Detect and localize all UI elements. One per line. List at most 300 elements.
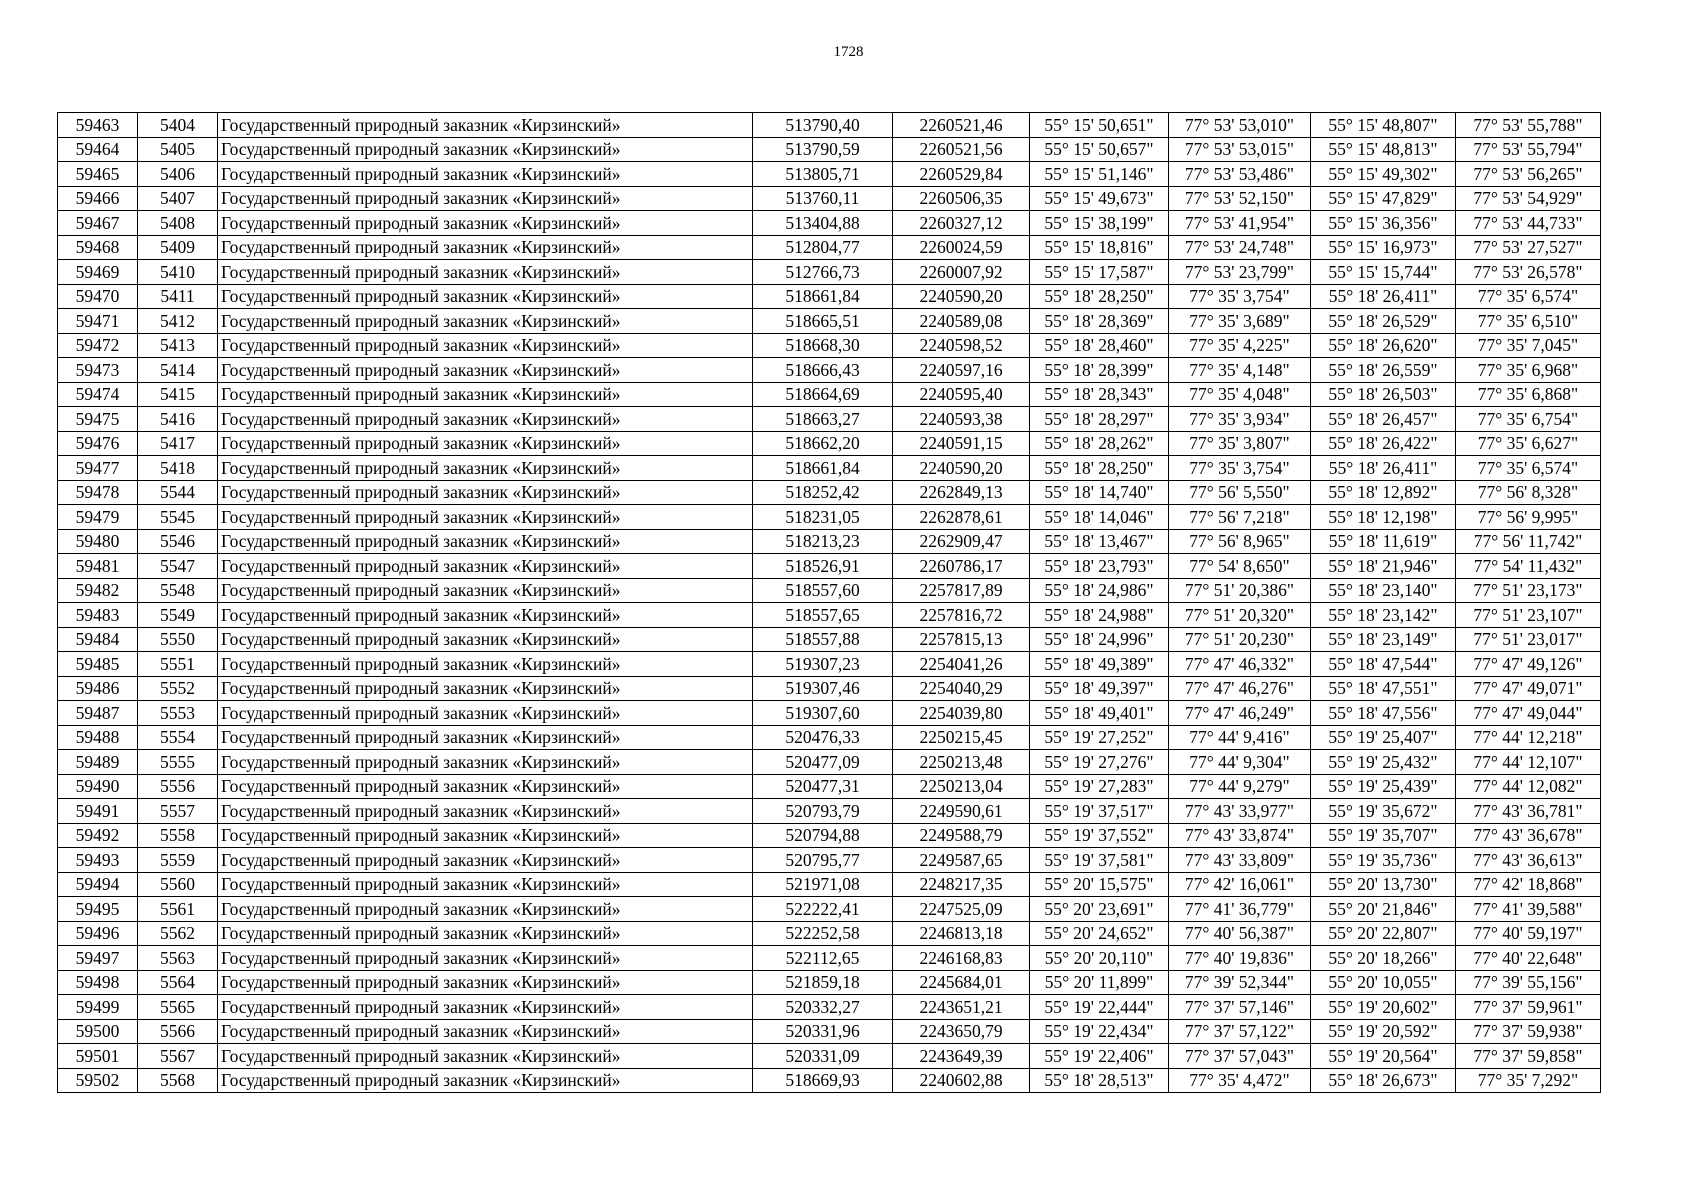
cell-coord-y: 2240595,40: [893, 382, 1030, 407]
table-row: [58, 774, 1601, 799]
cell-longitude-1: 77° 53' 24,748": [1169, 235, 1311, 260]
cell-longitude-2: 77° 35' 6,754": [1456, 407, 1601, 432]
cell-longitude-1: 77° 53' 53,010": [1169, 113, 1311, 138]
cell-point-number: 5548: [138, 578, 218, 603]
cell-point-number: 5554: [138, 725, 218, 750]
cell-point-number: 5406: [138, 162, 218, 187]
cell-latitude-2: 55° 15' 15,744": [1311, 260, 1456, 285]
cell-point-number: 5413: [138, 333, 218, 358]
cell-coord-y: 2240602,88: [893, 1068, 1030, 1093]
cell-latitude-2: 55° 19' 20,602": [1311, 995, 1456, 1020]
cell-longitude-1: 77° 56' 8,965": [1169, 529, 1311, 554]
cell-longitude-2: 77° 56' 8,328": [1456, 480, 1601, 505]
cell-coord-x: 519307,23: [753, 652, 893, 677]
cell-latitude-2: 55° 18' 26,559": [1311, 358, 1456, 383]
cell-longitude-2: 77° 40' 59,197": [1456, 921, 1601, 946]
cell-record-id: 59470: [58, 284, 138, 309]
cell-longitude-2: 77° 56' 9,995": [1456, 505, 1601, 530]
cell-point-number: 5547: [138, 554, 218, 579]
cell-record-id: 59500: [58, 1019, 138, 1044]
cell-record-id: 59474: [58, 382, 138, 407]
cell-record-id: 59471: [58, 309, 138, 334]
cell-record-id: 59495: [58, 897, 138, 922]
cell-protected-area-name: Государственный природный заказник «Кирзинский»: [218, 725, 753, 750]
cell-latitude-1: 55° 20' 23,691": [1030, 897, 1169, 922]
cell-record-id: 59496: [58, 921, 138, 946]
cell-protected-area-name: Государственный природный заказник «Кирзинский»: [218, 823, 753, 848]
cell-coord-x: 522252,58: [753, 921, 893, 946]
cell-protected-area-name: Государственный природный заказник «Кирзинский»: [218, 774, 753, 799]
cell-latitude-2: 55° 15' 16,973": [1311, 235, 1456, 260]
cell-latitude-1: 55° 18' 14,740": [1030, 480, 1169, 505]
cell-longitude-1: 77° 51' 20,230": [1169, 627, 1311, 652]
cell-latitude-2: 55° 18' 26,457": [1311, 407, 1456, 432]
cell-latitude-2: 55° 19' 25,407": [1311, 725, 1456, 750]
cell-protected-area-name: Государственный природный заказник «Кирзинский»: [218, 358, 753, 383]
cell-latitude-1: 55° 18' 49,397": [1030, 676, 1169, 701]
table-row: [58, 848, 1601, 873]
cell-coord-y: 2250213,04: [893, 774, 1030, 799]
cell-protected-area-name: Государственный природный заказник «Кирзинский»: [218, 578, 753, 603]
cell-record-id: 59463: [58, 113, 138, 138]
cell-coord-y: 2240593,38: [893, 407, 1030, 432]
cell-protected-area-name: Государственный природный заказник «Кирзинский»: [218, 848, 753, 873]
cell-record-id: 59465: [58, 162, 138, 187]
table-row: [58, 235, 1601, 260]
table-row: [58, 456, 1601, 481]
cell-longitude-2: 77° 37' 59,858": [1456, 1044, 1601, 1069]
cell-record-id: 59498: [58, 970, 138, 995]
cell-record-id: 59466: [58, 186, 138, 211]
cell-coord-x: 520477,31: [753, 774, 893, 799]
cell-coord-x: 520794,88: [753, 823, 893, 848]
cell-record-id: 59502: [58, 1068, 138, 1093]
cell-latitude-1: 55° 18' 24,996": [1030, 627, 1169, 652]
cell-record-id: 59469: [58, 260, 138, 285]
cell-coord-x: 518557,88: [753, 627, 893, 652]
cell-record-id: 59475: [58, 407, 138, 432]
cell-point-number: 5553: [138, 701, 218, 726]
cell-protected-area-name: Государственный природный заказник «Кирзинский»: [218, 750, 753, 775]
cell-record-id: 59490: [58, 774, 138, 799]
cell-coord-x: 520477,09: [753, 750, 893, 775]
cell-record-id: 59483: [58, 603, 138, 628]
cell-longitude-2: 77° 53' 54,929": [1456, 186, 1601, 211]
cell-coord-y: 2240589,08: [893, 309, 1030, 334]
cell-latitude-1: 55° 19' 37,517": [1030, 799, 1169, 824]
cell-latitude-2: 55° 20' 22,807": [1311, 921, 1456, 946]
cell-protected-area-name: Государственный природный заказник «Кирзинский»: [218, 946, 753, 971]
cell-coord-x: 520795,77: [753, 848, 893, 873]
cell-record-id: 59494: [58, 872, 138, 897]
cell-longitude-1: 77° 43' 33,809": [1169, 848, 1311, 873]
cell-longitude-1: 77° 51' 20,386": [1169, 578, 1311, 603]
cell-longitude-2: 77° 44' 12,082": [1456, 774, 1601, 799]
cell-coord-x: 518213,23: [753, 529, 893, 554]
table-row: [58, 627, 1601, 652]
cell-coord-y: 2250215,45: [893, 725, 1030, 750]
cell-longitude-1: 77° 47' 46,332": [1169, 652, 1311, 677]
cell-latitude-1: 55° 18' 28,399": [1030, 358, 1169, 383]
cell-protected-area-name: Государственный природный заказник «Кирзинский»: [218, 897, 753, 922]
cell-coord-y: 2249587,65: [893, 848, 1030, 873]
cell-longitude-2: 77° 43' 36,613": [1456, 848, 1601, 873]
cell-latitude-1: 55° 18' 24,988": [1030, 603, 1169, 628]
cell-longitude-1: 77° 35' 3,689": [1169, 309, 1311, 334]
cell-coord-x: 518557,60: [753, 578, 893, 603]
cell-coord-y: 2254040,29: [893, 676, 1030, 701]
cell-longitude-1: 77° 51' 20,320": [1169, 603, 1311, 628]
cell-coord-y: 2260786,17: [893, 554, 1030, 579]
cell-protected-area-name: Государственный природный заказник «Кирзинский»: [218, 186, 753, 211]
table-row: [58, 358, 1601, 383]
cell-point-number: 5411: [138, 284, 218, 309]
cell-latitude-2: 55° 19' 20,564": [1311, 1044, 1456, 1069]
cell-latitude-2: 55° 19' 25,439": [1311, 774, 1456, 799]
cell-coord-y: 2240591,15: [893, 431, 1030, 456]
table-row: [58, 407, 1601, 432]
cell-point-number: 5559: [138, 848, 218, 873]
table-row: [58, 554, 1601, 579]
cell-coord-x: 518666,43: [753, 358, 893, 383]
cell-coord-x: 512766,73: [753, 260, 893, 285]
cell-coord-x: 520332,27: [753, 995, 893, 1020]
cell-coord-x: 520331,96: [753, 1019, 893, 1044]
cell-record-id: 59491: [58, 799, 138, 824]
cell-latitude-2: 55° 15' 48,813": [1311, 137, 1456, 162]
table-row: [58, 186, 1601, 211]
cell-coord-x: 518669,93: [753, 1068, 893, 1093]
cell-coord-x: 522222,41: [753, 897, 893, 922]
cell-coord-x: 518662,20: [753, 431, 893, 456]
cell-longitude-1: 77° 44' 9,416": [1169, 725, 1311, 750]
table-body: [58, 113, 1601, 1093]
cell-point-number: 5552: [138, 676, 218, 701]
cell-latitude-1: 55° 18' 49,389": [1030, 652, 1169, 677]
cell-latitude-2: 55° 18' 23,140": [1311, 578, 1456, 603]
cell-protected-area-name: Государственный природный заказник «Кирзинский»: [218, 529, 753, 554]
cell-latitude-2: 55° 19' 35,736": [1311, 848, 1456, 873]
cell-record-id: 59472: [58, 333, 138, 358]
cell-latitude-2: 55° 15' 47,829": [1311, 186, 1456, 211]
table-row: [58, 309, 1601, 334]
cell-record-id: 59493: [58, 848, 138, 873]
cell-coord-x: 513790,59: [753, 137, 893, 162]
cell-record-id: 59468: [58, 235, 138, 260]
table-row: [58, 701, 1601, 726]
cell-coord-y: 2260007,92: [893, 260, 1030, 285]
cell-longitude-1: 77° 53' 53,015": [1169, 137, 1311, 162]
cell-record-id: 59484: [58, 627, 138, 652]
cell-record-id: 59489: [58, 750, 138, 775]
cell-point-number: 5560: [138, 872, 218, 897]
cell-longitude-1: 77° 40' 56,387": [1169, 921, 1311, 946]
cell-protected-area-name: Государственный природный заказник «Кирзинский»: [218, 1044, 753, 1069]
cell-longitude-1: 77° 56' 7,218": [1169, 505, 1311, 530]
cell-protected-area-name: Государственный природный заказник «Кирзинский»: [218, 1068, 753, 1093]
cell-coord-y: 2254041,26: [893, 652, 1030, 677]
table-row: [58, 162, 1601, 187]
cell-latitude-1: 55° 18' 28,343": [1030, 382, 1169, 407]
cell-coord-x: 513790,40: [753, 113, 893, 138]
cell-longitude-1: 77° 35' 4,148": [1169, 358, 1311, 383]
cell-longitude-2: 77° 51' 23,173": [1456, 578, 1601, 603]
cell-protected-area-name: Государственный природный заказник «Кирзинский»: [218, 701, 753, 726]
cell-longitude-2: 77° 51' 23,107": [1456, 603, 1601, 628]
cell-longitude-2: 77° 47' 49,044": [1456, 701, 1601, 726]
cell-longitude-2: 77° 43' 36,781": [1456, 799, 1601, 824]
cell-coord-y: 2243651,21: [893, 995, 1030, 1020]
cell-protected-area-name: Государственный природный заказник «Кирзинский»: [218, 921, 753, 946]
cell-longitude-2: 77° 35' 6,627": [1456, 431, 1601, 456]
cell-coord-y: 2240590,20: [893, 456, 1030, 481]
cell-latitude-2: 55° 18' 12,892": [1311, 480, 1456, 505]
cell-latitude-1: 55° 18' 13,467": [1030, 529, 1169, 554]
cell-point-number: 5562: [138, 921, 218, 946]
cell-longitude-1: 77° 53' 52,150": [1169, 186, 1311, 211]
table-row: [58, 431, 1601, 456]
table-row: [58, 946, 1601, 971]
cell-point-number: 5564: [138, 970, 218, 995]
cell-record-id: 59485: [58, 652, 138, 677]
cell-protected-area-name: Государственный природный заказник «Кирзинский»: [218, 456, 753, 481]
cell-longitude-2: 77° 40' 22,648": [1456, 946, 1601, 971]
cell-coord-x: 518252,42: [753, 480, 893, 505]
cell-coord-x: 518661,84: [753, 284, 893, 309]
cell-longitude-1: 77° 35' 4,472": [1169, 1068, 1311, 1093]
cell-point-number: 5551: [138, 652, 218, 677]
cell-record-id: 59482: [58, 578, 138, 603]
cell-latitude-2: 55° 20' 21,846": [1311, 897, 1456, 922]
cell-longitude-1: 77° 35' 3,754": [1169, 284, 1311, 309]
cell-latitude-1: 55° 15' 51,146": [1030, 162, 1169, 187]
cell-longitude-2: 77° 53' 55,794": [1456, 137, 1601, 162]
cell-record-id: 59478: [58, 480, 138, 505]
cell-longitude-1: 77° 44' 9,279": [1169, 774, 1311, 799]
table-row: [58, 1044, 1601, 1069]
cell-longitude-1: 77° 35' 3,934": [1169, 407, 1311, 432]
cell-point-number: 5407: [138, 186, 218, 211]
cell-latitude-2: 55° 18' 26,620": [1311, 333, 1456, 358]
cell-coord-x: 520793,79: [753, 799, 893, 824]
cell-latitude-1: 55° 20' 24,652": [1030, 921, 1169, 946]
table-row: [58, 921, 1601, 946]
cell-latitude-1: 55° 18' 28,250": [1030, 456, 1169, 481]
cell-point-number: 5418: [138, 456, 218, 481]
cell-longitude-1: 77° 42' 16,061": [1169, 872, 1311, 897]
cell-longitude-2: 77° 43' 36,678": [1456, 823, 1601, 848]
cell-coord-x: 518526,91: [753, 554, 893, 579]
cell-latitude-1: 55° 18' 28,460": [1030, 333, 1169, 358]
cell-coord-y: 2240598,52: [893, 333, 1030, 358]
cell-record-id: 59492: [58, 823, 138, 848]
cell-longitude-1: 77° 47' 46,276": [1169, 676, 1311, 701]
cell-protected-area-name: Государственный природный заказник «Кирзинский»: [218, 995, 753, 1020]
table-row: [58, 284, 1601, 309]
cell-record-id: 59499: [58, 995, 138, 1020]
cell-coord-y: 2248217,35: [893, 872, 1030, 897]
cell-latitude-1: 55° 18' 28,262": [1030, 431, 1169, 456]
cell-latitude-2: 55° 19' 35,707": [1311, 823, 1456, 848]
cell-point-number: 5556: [138, 774, 218, 799]
cell-latitude-1: 55° 19' 37,552": [1030, 823, 1169, 848]
cell-coord-x: 513805,71: [753, 162, 893, 187]
cell-longitude-1: 77° 53' 41,954": [1169, 211, 1311, 236]
cell-protected-area-name: Государственный природный заказник «Кирзинский»: [218, 407, 753, 432]
table-row: [58, 260, 1601, 285]
cell-protected-area-name: Государственный природный заказник «Кирзинский»: [218, 235, 753, 260]
cell-record-id: 59487: [58, 701, 138, 726]
table-row: [58, 137, 1601, 162]
cell-coord-y: 2240590,20: [893, 284, 1030, 309]
cell-latitude-1: 55° 20' 15,575": [1030, 872, 1169, 897]
cell-record-id: 59464: [58, 137, 138, 162]
cell-record-id: 59476: [58, 431, 138, 456]
cell-longitude-2: 77° 53' 26,578": [1456, 260, 1601, 285]
cell-protected-area-name: Государственный природный заказник «Кирзинский»: [218, 505, 753, 530]
cell-latitude-1: 55° 20' 20,110": [1030, 946, 1169, 971]
cell-longitude-1: 77° 37' 57,043": [1169, 1044, 1311, 1069]
cell-latitude-1: 55° 15' 38,199": [1030, 211, 1169, 236]
table-row: [58, 333, 1601, 358]
cell-coord-y: 2246168,83: [893, 946, 1030, 971]
cell-protected-area-name: Государственный природный заказник «Кирзинский»: [218, 652, 753, 677]
cell-point-number: 5558: [138, 823, 218, 848]
cell-record-id: 59480: [58, 529, 138, 554]
cell-longitude-1: 77° 35' 4,225": [1169, 333, 1311, 358]
table-row: [58, 505, 1601, 530]
table-row: [58, 603, 1601, 628]
cell-coord-y: 2246813,18: [893, 921, 1030, 946]
cell-longitude-1: 77° 37' 57,146": [1169, 995, 1311, 1020]
cell-point-number: 5415: [138, 382, 218, 407]
cell-latitude-2: 55° 18' 26,673": [1311, 1068, 1456, 1093]
cell-latitude-2: 55° 18' 23,149": [1311, 627, 1456, 652]
cell-point-number: 5566: [138, 1019, 218, 1044]
cell-latitude-2: 55° 15' 48,807": [1311, 113, 1456, 138]
table-row: [58, 676, 1601, 701]
cell-protected-area-name: Государственный природный заказник «Кирзинский»: [218, 554, 753, 579]
cell-coord-y: 2245684,01: [893, 970, 1030, 995]
cell-latitude-2: 55° 19' 35,672": [1311, 799, 1456, 824]
table-row: [58, 211, 1601, 236]
cell-longitude-2: 77° 37' 59,961": [1456, 995, 1601, 1020]
cell-protected-area-name: Государственный природный заказник «Кирзинский»: [218, 872, 753, 897]
cell-latitude-1: 55° 18' 28,513": [1030, 1068, 1169, 1093]
cell-record-id: 59497: [58, 946, 138, 971]
cell-latitude-1: 55° 18' 23,793": [1030, 554, 1169, 579]
cell-latitude-1: 55° 15' 17,587": [1030, 260, 1169, 285]
cell-longitude-2: 77° 35' 6,968": [1456, 358, 1601, 383]
cell-longitude-2: 77° 44' 12,218": [1456, 725, 1601, 750]
cell-latitude-2: 55° 18' 47,551": [1311, 676, 1456, 701]
cell-point-number: 5405: [138, 137, 218, 162]
cell-coord-y: 2260521,46: [893, 113, 1030, 138]
cell-protected-area-name: Государственный природный заказник «Кирзинский»: [218, 799, 753, 824]
cell-longitude-2: 77° 53' 55,788": [1456, 113, 1601, 138]
cell-record-id: 59467: [58, 211, 138, 236]
cell-latitude-1: 55° 19' 22,444": [1030, 995, 1169, 1020]
cell-protected-area-name: Государственный природный заказник «Кирзинский»: [218, 603, 753, 628]
table-row: [58, 480, 1601, 505]
cell-latitude-2: 55° 18' 21,946": [1311, 554, 1456, 579]
cell-longitude-2: 77° 54' 11,432": [1456, 554, 1601, 579]
cell-point-number: 5568: [138, 1068, 218, 1093]
cell-latitude-1: 55° 18' 28,250": [1030, 284, 1169, 309]
coordinates-table: [57, 112, 1601, 1093]
cell-coord-x: 520476,33: [753, 725, 893, 750]
cell-protected-area-name: Государственный природный заказник «Кирзинский»: [218, 431, 753, 456]
cell-coord-x: 513404,88: [753, 211, 893, 236]
cell-point-number: 5408: [138, 211, 218, 236]
cell-latitude-1: 55° 15' 49,673": [1030, 186, 1169, 211]
cell-point-number: 5567: [138, 1044, 218, 1069]
cell-protected-area-name: Государственный природный заказник «Кирзинский»: [218, 382, 753, 407]
cell-longitude-1: 77° 53' 53,486": [1169, 162, 1311, 187]
cell-longitude-2: 77° 53' 27,527": [1456, 235, 1601, 260]
cell-point-number: 5563: [138, 946, 218, 971]
cell-coord-x: 518665,51: [753, 309, 893, 334]
cell-longitude-2: 77° 47' 49,126": [1456, 652, 1601, 677]
cell-coord-y: 2260506,35: [893, 186, 1030, 211]
cell-longitude-1: 77° 41' 36,779": [1169, 897, 1311, 922]
cell-latitude-2: 55° 19' 20,592": [1311, 1019, 1456, 1044]
table-row: [58, 995, 1601, 1020]
cell-coord-x: 522112,65: [753, 946, 893, 971]
cell-coord-x: 521971,08: [753, 872, 893, 897]
cell-coord-x: 520331,09: [753, 1044, 893, 1069]
cell-latitude-1: 55° 15' 18,816": [1030, 235, 1169, 260]
cell-coord-y: 2262878,61: [893, 505, 1030, 530]
cell-longitude-1: 77° 43' 33,874": [1169, 823, 1311, 848]
table-row: [58, 799, 1601, 824]
cell-longitude-1: 77° 43' 33,977": [1169, 799, 1311, 824]
cell-longitude-1: 77° 47' 46,249": [1169, 701, 1311, 726]
cell-latitude-1: 55° 19' 22,406": [1030, 1044, 1169, 1069]
cell-longitude-1: 77° 37' 57,122": [1169, 1019, 1311, 1044]
cell-latitude-2: 55° 20' 13,730": [1311, 872, 1456, 897]
cell-record-id: 59477: [58, 456, 138, 481]
cell-longitude-2: 77° 51' 23,017": [1456, 627, 1601, 652]
cell-coord-y: 2260024,59: [893, 235, 1030, 260]
cell-coord-x: 513760,11: [753, 186, 893, 211]
cell-latitude-1: 55° 19' 27,283": [1030, 774, 1169, 799]
cell-record-id: 59486: [58, 676, 138, 701]
cell-latitude-2: 55° 19' 25,432": [1311, 750, 1456, 775]
cell-coord-y: 2254039,80: [893, 701, 1030, 726]
cell-coord-y: 2262849,13: [893, 480, 1030, 505]
cell-latitude-2: 55° 18' 26,422": [1311, 431, 1456, 456]
table-row: [58, 113, 1601, 138]
cell-protected-area-name: Государственный природный заказник «Кирзинский»: [218, 480, 753, 505]
cell-coord-y: 2257816,72: [893, 603, 1030, 628]
cell-coord-y: 2249588,79: [893, 823, 1030, 848]
table-row: [58, 872, 1601, 897]
table-row: [58, 652, 1601, 677]
cell-latitude-2: 55° 18' 23,142": [1311, 603, 1456, 628]
cell-latitude-1: 55° 18' 14,046": [1030, 505, 1169, 530]
cell-latitude-1: 55° 18' 24,986": [1030, 578, 1169, 603]
cell-latitude-2: 55° 20' 10,055": [1311, 970, 1456, 995]
table-row: [58, 1019, 1601, 1044]
cell-coord-y: 2249590,61: [893, 799, 1030, 824]
cell-latitude-1: 55° 19' 27,276": [1030, 750, 1169, 775]
cell-point-number: 5416: [138, 407, 218, 432]
cell-coord-y: 2257815,13: [893, 627, 1030, 652]
table-row: [58, 529, 1601, 554]
cell-longitude-1: 77° 56' 5,550": [1169, 480, 1311, 505]
cell-coord-y: 2250213,48: [893, 750, 1030, 775]
